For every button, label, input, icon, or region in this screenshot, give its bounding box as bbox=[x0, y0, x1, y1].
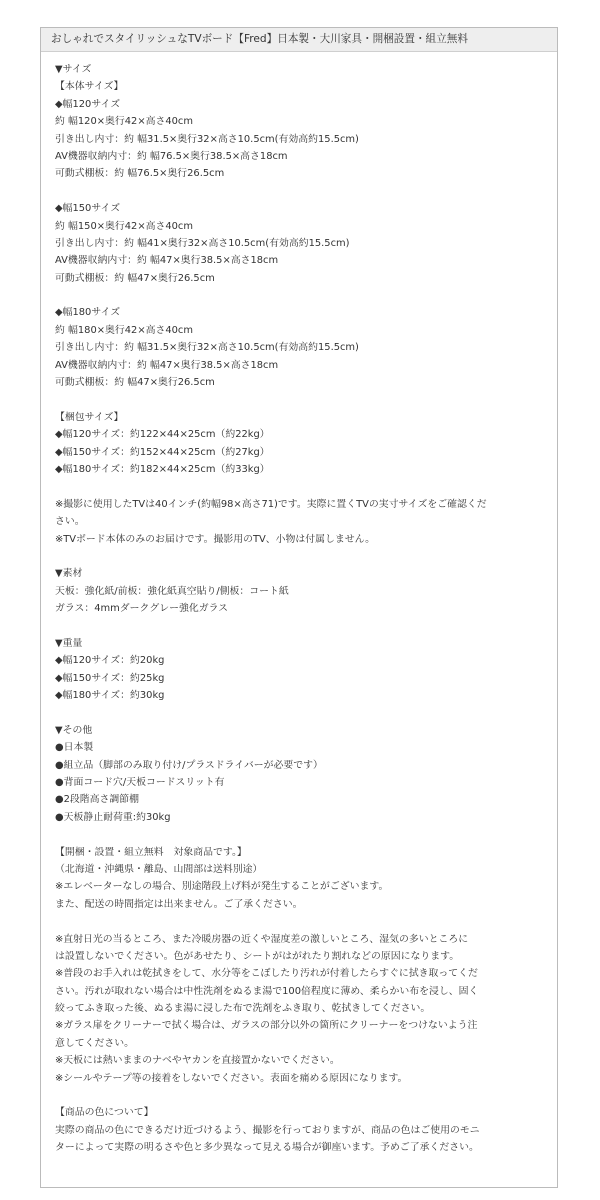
spec-line: ●背面コード穴/天板コードスリット有 bbox=[55, 777, 225, 789]
spec-line: ◆幅120サイズ：約20kg bbox=[55, 655, 165, 667]
spec-line: ※ガラス扉をクリーナーで拭く場合は、ガラスの部分以外の箇所にクリーナーをつけないよう注 bbox=[55, 1020, 478, 1032]
spec-line: 【本体サイズ】 bbox=[55, 81, 124, 93]
spec-line: 引き出し内寸：約 幅31.5×奥行32×高さ10.5cm(有効高約15.5cm) bbox=[55, 133, 359, 145]
blank-line bbox=[55, 826, 550, 843]
blank-line bbox=[55, 391, 550, 408]
spec-line: 絞ってふき取った後、ぬるま湯に浸した布で洗剤をふき取り、乾拭きしてください。 bbox=[55, 1003, 431, 1015]
spec-line: 【開梱・設置・組立無料 対象商品です。】 bbox=[55, 846, 247, 858]
spec-line: 実際の商品の色にできるだけ近づけるよう、撮影を行っておりますが、商品の色はご使用のモニ bbox=[55, 1124, 480, 1136]
blank-line bbox=[55, 478, 550, 495]
spec-line: 約 幅180×奥行42×高さ40cm bbox=[55, 324, 193, 336]
blank-line bbox=[55, 913, 550, 930]
spec-line: 約 幅150×奥行42×高さ40cm bbox=[55, 220, 193, 232]
product-title: おしゃれでスタイリッシュなTVボード【Fred】日本製・大川家具・開梱設置・組立無料 bbox=[51, 33, 468, 45]
spec-line: 引き出し内寸：約 幅41×奥行32×高さ10.5cm(有効高約15.5cm) bbox=[55, 237, 350, 249]
spec-line: ◆幅150サイズ：約152×44×25cm（約27kg） bbox=[55, 446, 270, 458]
spec-line: ターによって実際の明るさや色と多少異なって見える場合が御座います。予めご了承ください。 bbox=[55, 1142, 479, 1154]
spec-line: 引き出し内寸：約 幅31.5×奥行32×高さ10.5cm(有効高約15.5cm) bbox=[55, 342, 359, 354]
spec-line: ◆幅150サイズ：約25kg bbox=[55, 672, 165, 684]
product-title-bar bbox=[41, 28, 557, 52]
spec-line: ◆幅150サイズ bbox=[55, 203, 121, 215]
spec-line: （北海道・沖縄県・離島、山間部は送料別途） bbox=[55, 863, 263, 875]
spec-line: 可動式棚板：約 幅76.5×奥行26.5cm bbox=[55, 168, 225, 180]
spec-line: AV機器収納内寸：約 幅76.5×奥行38.5×高さ18cm bbox=[55, 150, 288, 162]
spec-line: ※直射日光の当るところ、また冷暖房器の近くや湿度差の激しいところ、湿気の多いところに bbox=[55, 933, 469, 945]
spec-line: ※普段のお手入れは乾拭きをして、水分等をこぼしたり汚れが付着したらすぐに拭き取ってくだ bbox=[55, 968, 478, 980]
spec-line: ●日本製 bbox=[55, 742, 94, 754]
spec-line: ※シールやテープ等の接着をしないでください。表面を痛める原因になります。 bbox=[55, 1072, 408, 1084]
spec-line: ◆幅180サイズ：約30kg bbox=[55, 690, 165, 702]
blank-line bbox=[55, 704, 550, 721]
spec-line: ▼素材 bbox=[55, 568, 83, 580]
spec-line: ガラス：4mmダークグレー強化ガラス bbox=[55, 603, 229, 615]
spec-line: 天板：強化紙/前板：強化紙真空貼り/側板：コート紙 bbox=[55, 585, 289, 597]
spec-line: 意してください。 bbox=[55, 1037, 135, 1049]
spec-line: ◆幅180サイズ bbox=[55, 307, 121, 319]
spec-line: ※エレベーターなしの場合、別途階段上げ料が発生することがございます。 bbox=[55, 881, 389, 893]
spec-line: は設置しないでください。色があせたり、シートがはがれたり割れなどの原因になります。 bbox=[55, 950, 460, 962]
spec-line: AV機器収納内寸：約 幅47×奥行38.5×高さ18cm bbox=[55, 359, 279, 371]
spec-line: 【梱包サイズ】 bbox=[55, 411, 124, 423]
spec-line: ●天板静止耐荷重:約30kg bbox=[55, 811, 171, 823]
spec-line: ▼サイズ bbox=[55, 64, 92, 75]
blank-line bbox=[55, 618, 550, 635]
spec-line: さい。汚れが取れない場合は中性洗剤をぬるま湯で100倍程度に薄め、柔らかい布を浸し、固く bbox=[55, 985, 479, 997]
spec-line: 【商品の色について】 bbox=[55, 1107, 154, 1119]
product-spec-text bbox=[55, 61, 550, 1157]
blank-line bbox=[55, 1087, 550, 1104]
blank-line bbox=[55, 183, 550, 200]
spec-line: AV機器収納内寸：約 幅47×奥行38.5×高さ18cm bbox=[55, 255, 279, 267]
spec-line: ▼重量 bbox=[55, 637, 83, 649]
blank-line bbox=[55, 548, 550, 565]
spec-line: ※撮影に使用したTVは40インチ(約幅98×高さ71)です。実際に置くTVの実寸サイズをご確認くだ bbox=[55, 498, 487, 510]
spec-line: さい。 bbox=[55, 516, 85, 528]
spec-line: ※TVボード本体のみのお届けです。撮影用のTV、小物は付属しません。 bbox=[55, 533, 376, 545]
product-description-panel bbox=[40, 27, 558, 1188]
spec-line: ※天板には熱いままのナベやヤカンを直接置かないでください。 bbox=[55, 1055, 340, 1067]
spec-line: ●組立品（脚部のみ取り付け/プラスドライバーが必要です） bbox=[55, 759, 323, 771]
spec-line: 約 幅120×奥行42×高さ40cm bbox=[55, 116, 193, 128]
spec-line: ▼その他 bbox=[55, 724, 93, 736]
spec-line: また、配送の時間指定は出来ません。ご了承ください。 bbox=[55, 898, 303, 910]
blank-line bbox=[55, 287, 550, 304]
spec-line: ◆幅120サイズ：約122×44×25cm（約22kg） bbox=[55, 429, 270, 441]
spec-line: 可動式棚板：約 幅47×奥行26.5cm bbox=[55, 272, 215, 284]
spec-line: ◆幅180サイズ：約182×44×25cm（約33kg） bbox=[55, 463, 270, 475]
spec-line: ●2段階高さ調節棚 bbox=[55, 794, 140, 806]
spec-line: 可動式棚板：約 幅47×奥行26.5cm bbox=[55, 377, 215, 389]
spec-line: ◆幅120サイズ bbox=[55, 98, 121, 110]
